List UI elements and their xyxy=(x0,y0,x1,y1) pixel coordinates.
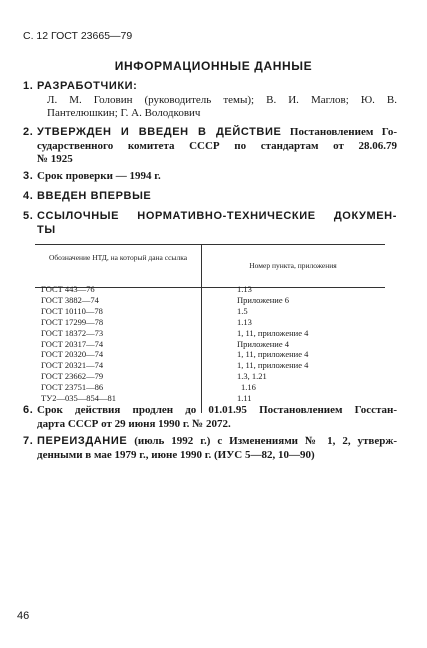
section-approved xyxy=(23,126,397,167)
table-row xyxy=(41,393,385,404)
table-row xyxy=(41,328,385,339)
table-row xyxy=(41,382,385,393)
section-number: 7. xyxy=(23,435,34,447)
section-heading: ВВЕДЕН ВПЕРВЫЕ xyxy=(37,190,152,202)
approved-line-1: Постановлением Го- xyxy=(289,126,397,138)
table-cell-clause: 1, 11, приложение 4 xyxy=(237,327,309,338)
table-cell-clause: 1.5 xyxy=(237,305,248,316)
table-cell-designation: ГОСТ 20317—74 xyxy=(41,338,104,349)
table-cell-designation: ГОСТ 20321—74 xyxy=(41,360,104,371)
section-heading: УТВЕРЖДЕН И ВВЕДЕН В ДЕЙСТВИЕ xyxy=(37,126,282,138)
approved-line-2: сударственного комитета СССР по стандартам от 28.06.79 xyxy=(37,139,397,152)
table-cell-clause: 1, 11, приложение 4 xyxy=(237,349,309,360)
section-number: 2. xyxy=(23,126,34,138)
table-cell-designation: ГОСТ 23751—86 xyxy=(41,382,104,393)
table-cell-clause: 1.13 xyxy=(237,316,252,327)
table-cell-clause: Приложение 4 xyxy=(237,338,289,349)
table-top-rule xyxy=(35,244,385,245)
table-cell-clause: 1.3, 1.21 xyxy=(237,371,267,382)
section-heading-cont: ТЫ xyxy=(37,223,56,236)
table-cell-clause: 1.16 xyxy=(241,382,256,393)
table-row xyxy=(41,360,385,371)
section-review-date xyxy=(23,170,397,184)
section-heading: РАЗРАБОТЧИКИ: xyxy=(37,80,138,92)
section-validity xyxy=(23,404,397,431)
review-date-text: Срок проверки — 1994 г. xyxy=(37,170,161,182)
table-cell-designation: ГОСТ 3882—74 xyxy=(41,294,99,305)
section-number: 4. xyxy=(23,190,34,202)
reissue-line-1: (июль 1992 г.) с Изменениями № 1, 2, утверж- xyxy=(134,435,397,447)
section-first-introduced xyxy=(23,190,397,204)
document-title: ИНФОРМАЦИОННЫЕ ДАННЫЕ xyxy=(114,59,313,73)
developers-line-2: Пантелюшкин; Г. А. Володкович xyxy=(47,107,201,119)
table-cell-clause: 1, 11, приложение 4 xyxy=(237,360,309,371)
table-cell-designation: ГОСТ 18372—73 xyxy=(41,327,104,338)
table-cell-designation: ТУ2—035—854—81 xyxy=(41,393,116,403)
approved-line-3: № 1925 xyxy=(37,153,73,165)
table-row xyxy=(41,349,385,360)
table-header-designation: Обозначение НТД, на который дана ссылка xyxy=(48,253,188,262)
section-number: 3. xyxy=(23,170,34,182)
table-cell-designation: ГОСТ 23662—79 xyxy=(41,371,104,382)
table-row xyxy=(41,284,385,295)
section-number: 1. xyxy=(23,80,34,92)
references-table xyxy=(35,244,385,416)
page-number: 46 xyxy=(17,610,30,622)
table-cell-designation: ГОСТ 20320—74 xyxy=(41,349,104,360)
section-number: 6. xyxy=(23,404,34,416)
table-row xyxy=(41,339,385,350)
page-header: С. 12 ГОСТ 23665—79 xyxy=(23,30,133,42)
validity-line-2: дарта СССР от 29 июня 1990 г. № 2072. xyxy=(37,417,231,430)
table-cell-designation: ГОСТ 443—76 xyxy=(41,284,95,294)
table-cell-designation: ГОСТ 10110—78 xyxy=(41,305,103,316)
section-developers xyxy=(23,80,397,121)
section-number: 5. xyxy=(23,210,34,222)
section-heading: ПЕРЕИЗДАНИЕ xyxy=(37,435,128,447)
table-row xyxy=(41,371,385,382)
table-row xyxy=(41,317,385,328)
developers-line-1: Л. М. Головин (руководитель темы); В. И. Маглов; Ю. В. xyxy=(47,93,397,106)
section-reissue xyxy=(23,435,397,462)
table-cell-clause: Приложение 6 xyxy=(237,294,289,305)
table-row xyxy=(41,306,385,317)
reissue-line-2: денными в мае 1979 г., июне 1990 г. (ИУС 5—82, 10—90) xyxy=(37,448,315,461)
section-heading: ССЫЛОЧНЫЕ НОРМАТИВНО-ТЕХНИЧЕСКИЕ ДОКУМЕН- xyxy=(37,210,397,222)
table-cell-clause: 1.11 xyxy=(237,393,252,403)
table-row xyxy=(41,295,385,306)
table-cell-designation: ГОСТ 17299—78 xyxy=(41,316,104,327)
table-header-clause: Номер пункта, приложения xyxy=(249,261,337,270)
validity-line-1: Срок действия продлен до 01.01.95 Постановлением Госстан- xyxy=(37,404,397,416)
section-references xyxy=(23,210,397,237)
table-cell-clause: 1.13 xyxy=(237,284,252,294)
